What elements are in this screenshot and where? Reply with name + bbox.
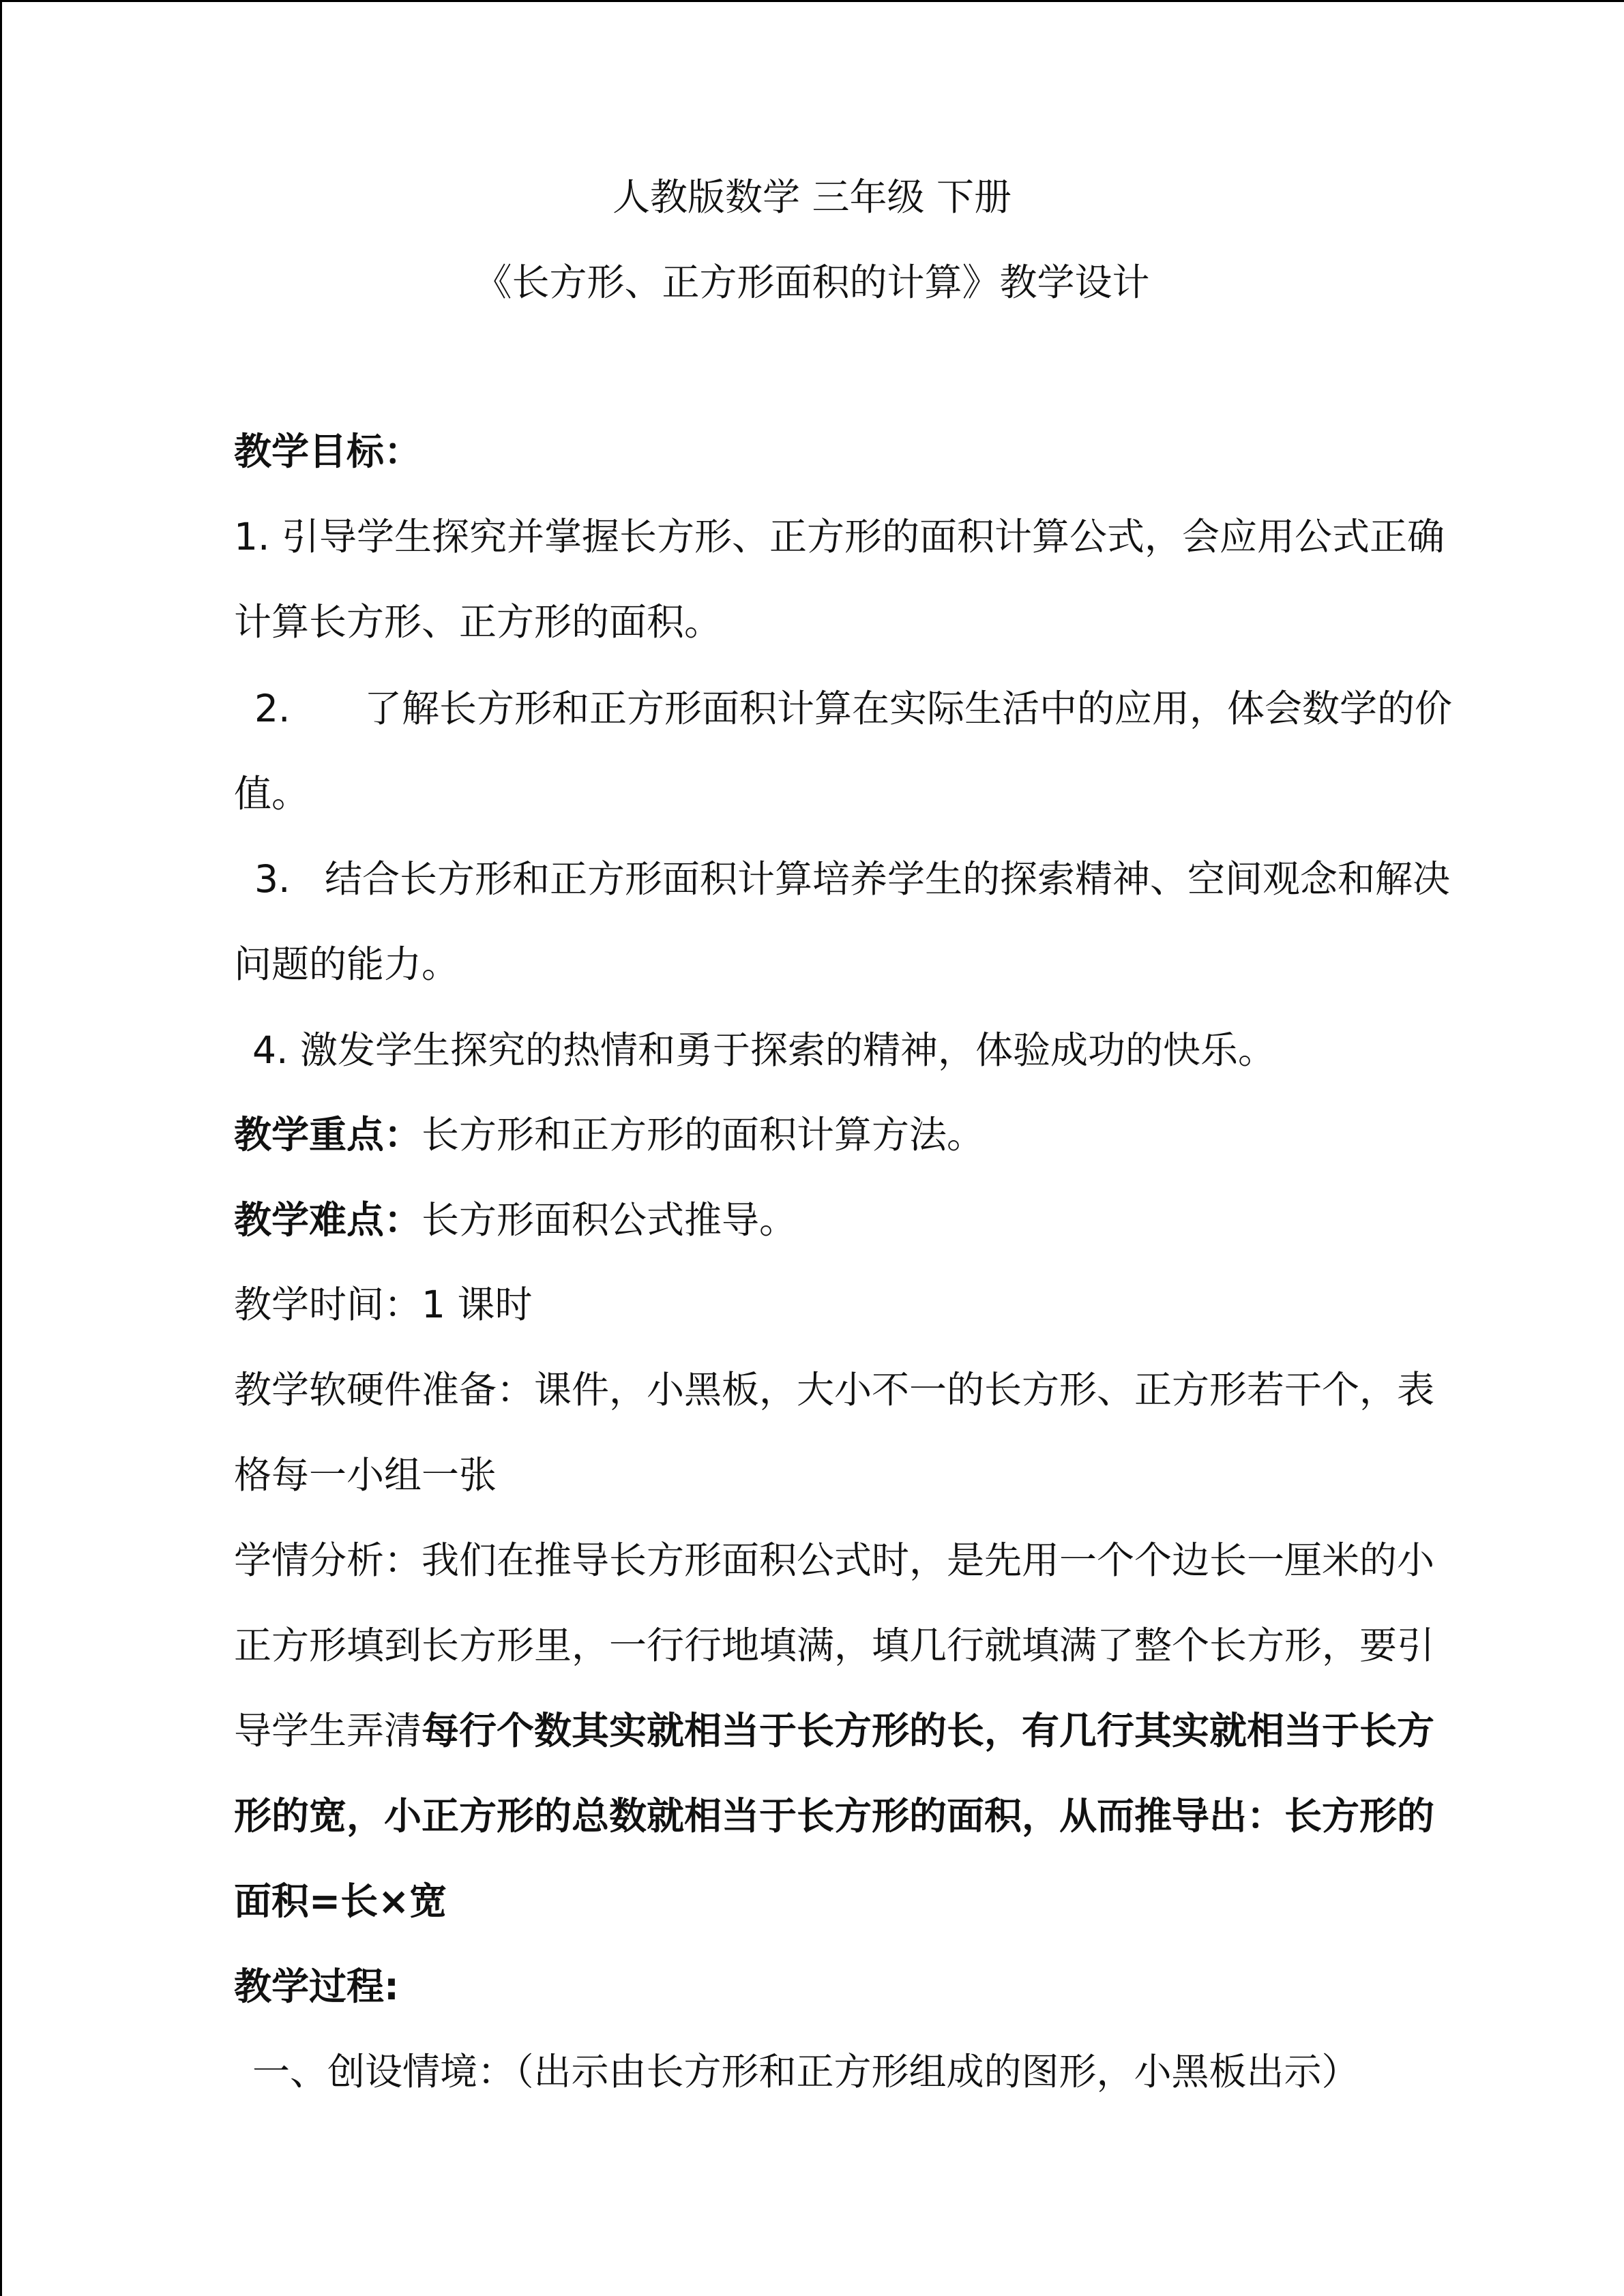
- analysis-line-5: 面积=长×宽: [234, 1879, 447, 1923]
- analysis-line-4: 形的宽，小正方形的总数就相当于长方形的面积，从而推导出：长方形的: [234, 1794, 1435, 1838]
- objective-3-line-2: 问题的能力。: [234, 942, 460, 986]
- objective-2-line-1: 了解长方形和正方形面积计算在实际生活中的应用，体会数学的价: [364, 687, 1453, 730]
- analysis-line-2: 正方形填到长方形里，一行行地填满，填几行就填满了整个长方形，要引: [234, 1624, 1435, 1667]
- process-heading: 教学过程:: [234, 1965, 399, 2008]
- key-point-text: 长方形和正方形的面积计算方法。: [422, 1113, 985, 1157]
- objectives-heading: 教学目标：: [234, 430, 422, 473]
- objective-3-number: 3.: [254, 857, 291, 901]
- difficulty-line: [234, 1198, 797, 1242]
- key-point-line: [234, 1113, 985, 1157]
- objective-4: 4. 激发学生探究的热情和勇于探索的精神，体验成功的快乐。: [252, 1028, 1275, 1072]
- header-line-1: 人教版数学 三年级 下册: [612, 175, 1012, 219]
- analysis-line-1: 学情分析：我们在推导长方形面积公式时，是先用一个个边长一厘米的小: [234, 1538, 1435, 1582]
- page-border-top: [0, 0, 1624, 2]
- teaching-time: 教学时间：1 课时: [234, 1283, 533, 1326]
- key-point-label: 教学重点：: [234, 1113, 422, 1157]
- analysis-line-3: [234, 1709, 1435, 1753]
- objective-1-line-2: 计算长方形、正方形的面积。: [234, 600, 722, 644]
- prep-line-2: 格每一小组一张: [234, 1453, 497, 1497]
- objective-1-line-1: 1. 引导学生探究并掌握长方形、正方形的面积计算公式，会应用公式正确: [234, 515, 1445, 558]
- analysis-line-3-normal: 导学生弄清: [234, 1709, 422, 1753]
- difficulty-text: 长方形面积公式推导。: [422, 1198, 797, 1242]
- objective-3-line-1: 结合长方形和正方形面积计算培养学生的探索精神、空间观念和解决: [325, 857, 1451, 901]
- prep-line-1: 教学软硬件准备：课件，小黑板，大小不一的长方形、正方形若干个，表: [234, 1368, 1435, 1412]
- difficulty-label: 教学难点：: [234, 1198, 422, 1242]
- page-border-left: [0, 0, 2, 2296]
- objective-2-line-2: 值。: [234, 772, 310, 816]
- analysis-line-3-bold: 每行个数其实就相当于长方形的长，有几行其实就相当于长方: [422, 1709, 1435, 1753]
- process-step-1: 一、创设情境：（出示由长方形和正方形组成的图形，小黑板出示）: [252, 2050, 1359, 2093]
- objective-2-number: 2.: [254, 687, 291, 730]
- document-title: 《长方形、正方形面积的计算》教学设计: [474, 260, 1150, 304]
